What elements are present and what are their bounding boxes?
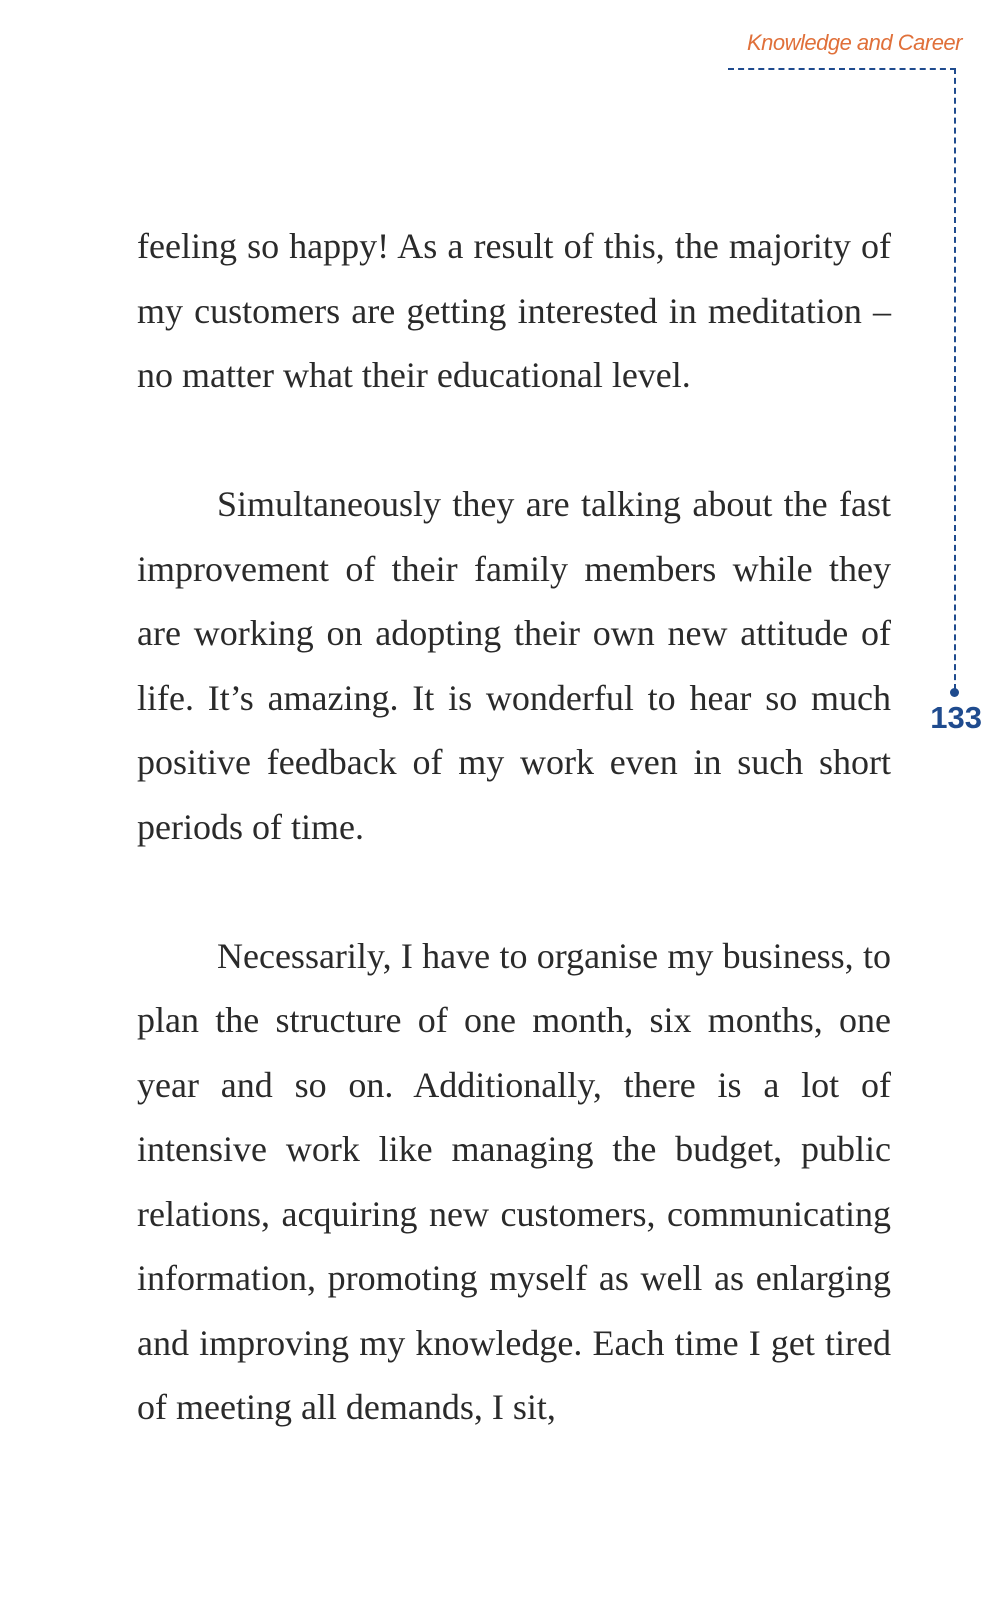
page-number: 133 <box>930 700 982 735</box>
header-dashed-rule <box>728 68 956 70</box>
paragraph-3: Necessarily, I have to organise my business, to plan the structure of one month, six months, one year and so on. Additionally, there is a lot of intensive work like managing the budget, public relations, acquiring new customers, communicating information, promoting myself as well as enlarging and improving my knowledge. Each time I get tired of meeting all demands, I sit, <box>137 935 891 1427</box>
margin-rule-dot <box>950 688 959 697</box>
running-head-title: Knowledge and Career <box>746 30 962 55</box>
body-text <box>137 214 891 1504</box>
margin-dashed-rule <box>954 68 956 690</box>
paragraph-1: feeling so happy! As a result of this, the majority of my customers are getting interested in meditation – no matter what their educational level. <box>137 226 891 395</box>
paragraph-2: Simultaneously they are talking about the fast improvement of their family members while they are working on adopting their own new attitude of life. It’s amazing. It is wonderful to hear so much positive feedback of my work even in such short periods of time. <box>137 484 891 847</box>
